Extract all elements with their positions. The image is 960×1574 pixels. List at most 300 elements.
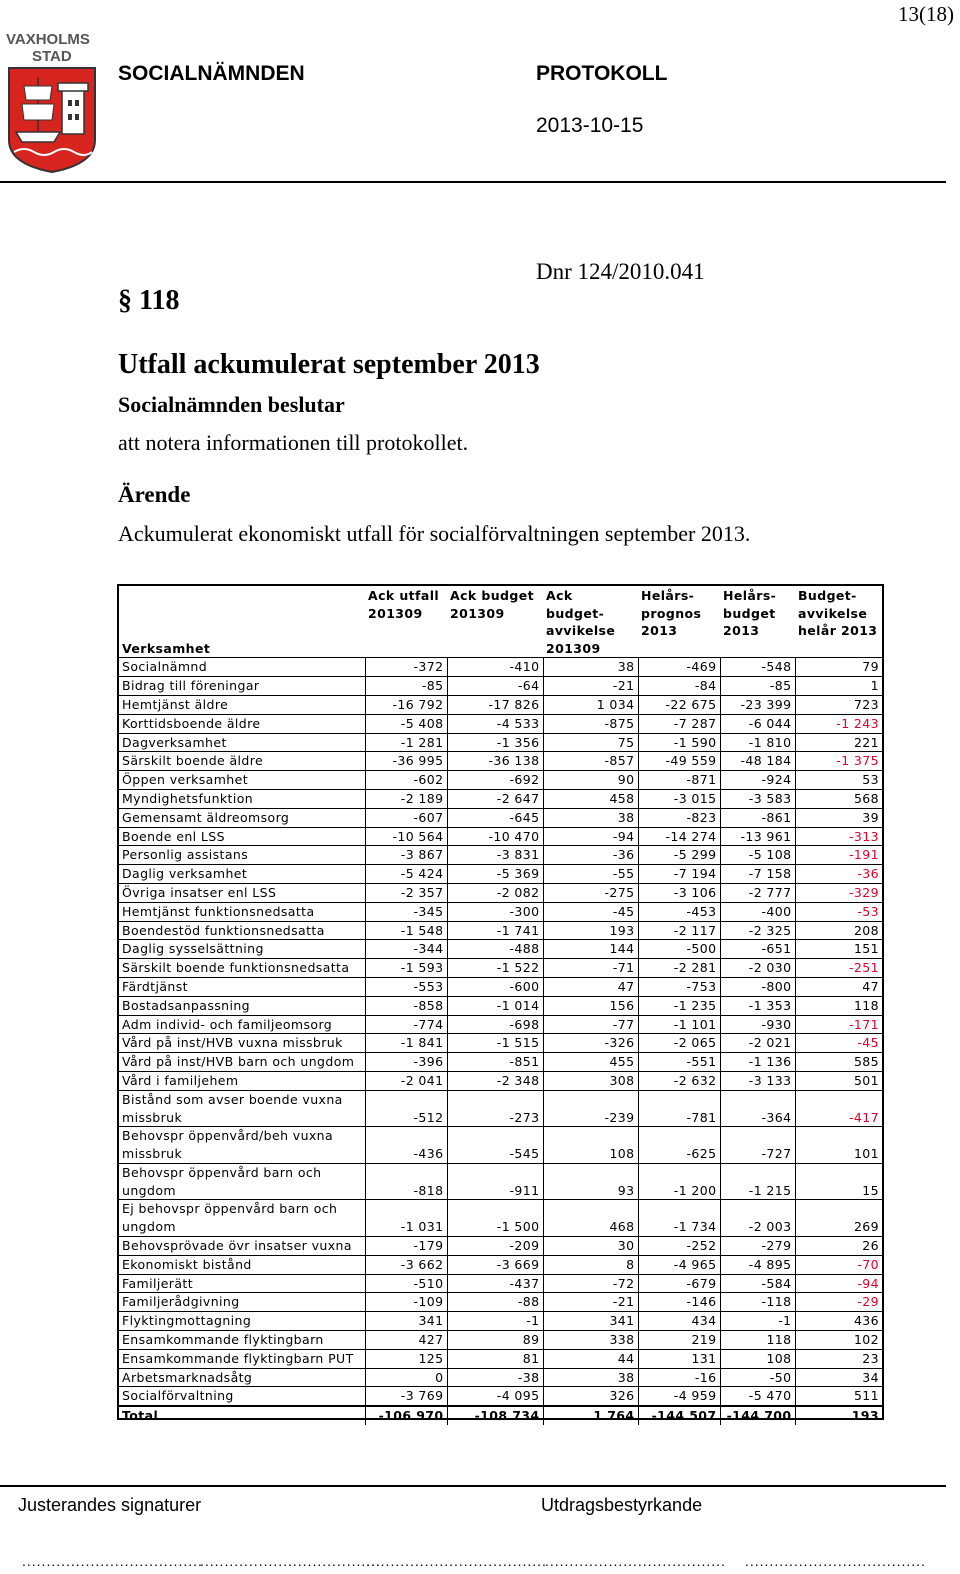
row-value: 458 [543,789,638,808]
row-value: 341 [543,1312,638,1331]
table-row [119,1387,882,1406]
row-value: -607 [365,808,447,827]
row-value: -2 348 [447,1071,543,1090]
table-row [119,865,882,884]
row-value: 434 [638,1312,720,1331]
row-value: -17 826 [447,695,543,714]
row-value: -64 [447,677,543,696]
row-value: 47 [543,977,638,996]
row-value: -85 [365,677,447,696]
row-value: 427 [365,1331,447,1350]
row-value: -7 287 [638,714,720,733]
table-row [119,1349,882,1368]
row-label: Socialnämnd [119,658,365,677]
column-header: Ack budget-avvikelse 201309 [546,588,616,656]
signature-line: ..................................... [200,1553,381,1569]
row-value: -144 700 [720,1406,795,1425]
arende-heading: Ärende [118,482,191,507]
table-row [119,1237,882,1256]
row-value: 341 [365,1312,447,1331]
table-row [119,658,882,677]
footer-divider [0,1485,946,1487]
row-value: -774 [365,1015,447,1034]
row-value: 338 [543,1331,638,1350]
document-type: PROTOKOLL [536,62,668,85]
row-value: 468 [543,1200,638,1237]
row-label: Adm individ- och familjeomsorg [119,1015,365,1034]
row-value: 568 [795,789,882,808]
row-value: -1 375 [795,752,882,771]
row-value: 47 [795,977,882,996]
row-value: -1 200 [638,1163,720,1200]
row-label: Personlig assistans [119,846,365,865]
row-value: -50 [720,1368,795,1387]
row-value: -209 [447,1237,543,1256]
row-value: 208 [795,921,882,940]
table-row [119,714,882,733]
row-value: -858 [365,996,447,1015]
table-row [119,1127,882,1164]
row-value: -36 [795,865,882,884]
row-value: -179 [365,1237,447,1256]
row-label: Dagverksamhet [119,733,365,752]
row-value: -1 353 [720,996,795,1015]
row-value: -1 356 [447,733,543,752]
row-value: -2 065 [638,1034,720,1053]
row-value: -5 299 [638,846,720,865]
certification-line: ..................................... [745,1553,926,1569]
row-value: 125 [365,1349,447,1368]
row-value: 38 [543,1368,638,1387]
row-value: -2 003 [720,1200,795,1237]
row-value: -1 810 [720,733,795,752]
row-label: Färdtjänst [119,977,365,996]
row-label: Ensamkommande flyktingbarn [119,1331,365,1350]
row-value: 26 [795,1237,882,1256]
row-value: -488 [447,940,543,959]
row-value: 308 [543,1071,638,1090]
budget-table [119,586,882,1425]
row-value: -36 [543,846,638,865]
row-value: -38 [447,1368,543,1387]
row-value: 511 [795,1387,882,1406]
table-row [119,1053,882,1072]
row-label: Öppen verksamhet [119,771,365,790]
table-row [119,1163,882,1200]
row-value: 0 [365,1368,447,1387]
row-value: -823 [638,808,720,827]
row-label: Hemtjänst funktionsnedsatta [119,902,365,921]
row-value: -3 662 [365,1255,447,1274]
header-divider [0,181,946,183]
diary-number: Dnr 124/2010.041 [536,259,705,284]
row-value: -2 357 [365,883,447,902]
row-value: -1 235 [638,996,720,1015]
row-value: 144 [543,940,638,959]
row-value: -2 281 [638,959,720,978]
row-value: 193 [543,921,638,940]
row-value: -3 669 [447,1255,543,1274]
row-value: -1 101 [638,1015,720,1034]
row-value: -857 [543,752,638,771]
table-row [119,1090,882,1127]
row-value: -329 [795,883,882,902]
row-value: -29 [795,1293,882,1312]
row-value: -1 734 [638,1200,720,1237]
row-value: 1 764 [543,1406,638,1425]
row-value: 193 [795,1406,882,1425]
signature-line: ..................................... [366,1553,547,1569]
row-value: -146 [638,1293,720,1312]
row-value: -45 [543,902,638,921]
row-value: -4 533 [447,714,543,733]
row-value: -5 424 [365,865,447,884]
row-value: -6 044 [720,714,795,733]
row-value: -118 [720,1293,795,1312]
table-row [119,1274,882,1293]
row-label: Övriga insatser enl LSS [119,883,365,902]
row-value: -584 [720,1274,795,1293]
table-row [119,1293,882,1312]
row-value: -36 995 [365,752,447,771]
row-value: -1 243 [795,714,882,733]
row-value: -5 369 [447,865,543,884]
row-value: -1 522 [447,959,543,978]
row-value: -2 325 [720,921,795,940]
row-value: -2 082 [447,883,543,902]
row-value: -275 [543,883,638,902]
row-value: -364 [720,1090,795,1127]
row-value: -109 [365,1293,447,1312]
row-value: -3 106 [638,883,720,902]
row-value: -3 867 [365,846,447,865]
row-value: -871 [638,771,720,790]
row-value: -651 [720,940,795,959]
row-value: -924 [720,771,795,790]
arende-text: Ackumulerat ekonomiskt utfall för socialförvaltningen september 2013. [118,521,751,546]
row-value: 15 [795,1163,882,1200]
row-value: 23 [795,1349,882,1368]
row-value: 118 [720,1331,795,1350]
decision-text: att notera informationen till protokollet. [118,430,469,455]
row-value: -551 [638,1053,720,1072]
column-header: Helårs-prognos 2013 [641,588,702,639]
column-header-verksamhet: Verksamhet [122,640,211,656]
row-value: -10 564 [365,827,447,846]
row-value: -2 117 [638,921,720,940]
row-value: -453 [638,902,720,921]
row-label: Bostadsanpassning [119,996,365,1015]
row-value: -410 [447,658,543,677]
row-value: -1 014 [447,996,543,1015]
table-row [119,902,882,921]
row-value: -417 [795,1090,882,1127]
row-value: -239 [543,1090,638,1127]
row-label: Myndighetsfunktion [119,789,365,808]
signature-line: ..................................... [22,1553,203,1569]
row-value: 90 [543,771,638,790]
table-row [119,846,882,865]
row-value: -326 [543,1034,638,1053]
signatures-label: Justerandes signaturer [18,1495,202,1515]
row-value: 34 [795,1368,882,1387]
row-value: -679 [638,1274,720,1293]
document-date: 2013-10-15 [536,114,644,137]
row-value: -1 [447,1312,543,1331]
row-value: 44 [543,1349,638,1368]
table-row [119,921,882,940]
table-row [119,959,882,978]
row-label: Socialförvaltning [119,1387,365,1406]
table-row [119,1071,882,1090]
row-value: -5 108 [720,846,795,865]
row-label: Boende enl LSS [119,827,365,846]
table-row [119,1200,882,1237]
table-row [119,771,882,790]
row-value: 455 [543,1053,638,1072]
row-value: -1 [720,1312,795,1331]
row-value: -645 [447,808,543,827]
row-value: 8 [543,1255,638,1274]
row-value: -800 [720,977,795,996]
row-value: -1 741 [447,921,543,940]
page-number: 13(18) [898,2,954,26]
row-value: -22 675 [638,695,720,714]
row-value: -300 [447,902,543,921]
column-header: Ack budget 201309 [450,588,534,621]
row-value: -94 [795,1274,882,1293]
paragraph-number: § 118 [118,285,180,316]
row-label: Familjerätt [119,1274,365,1293]
row-label: Bidrag till föreningar [119,677,365,696]
row-value: -1 031 [365,1200,447,1237]
row-value: -851 [447,1053,543,1072]
row-value: -10 470 [447,827,543,846]
table-row [119,1368,882,1387]
row-value: -400 [720,902,795,921]
row-value: -1 515 [447,1034,543,1053]
table-row [119,883,882,902]
row-value: -48 184 [720,752,795,771]
row-value: -7 158 [720,865,795,884]
row-value: 93 [543,1163,638,1200]
row-value: -1 593 [365,959,447,978]
row-value: -71 [543,959,638,978]
table-row [119,695,882,714]
table-row [119,677,882,696]
table-header-row [119,586,882,658]
row-value: -861 [720,808,795,827]
row-value: -4 959 [638,1387,720,1406]
row-label: Boendestöd funktionsnedsatta [119,921,365,940]
row-value: -279 [720,1237,795,1256]
row-label: Ensamkommande flyktingbarn PUT [119,1349,365,1368]
row-label: Bistånd som avser boende vuxna missbruk [119,1090,365,1127]
section-title: Utfall ackumulerat september 2013 [118,349,540,380]
org-name: SOCIALNÄMNDEN [118,62,305,85]
row-value: -21 [543,1293,638,1312]
row-value: -4 965 [638,1255,720,1274]
row-label: Ej behovspr öppenvård barn och ungdom [119,1200,365,1237]
row-value: -23 399 [720,695,795,714]
column-header: Budget-avvikelse helår 2013 [798,588,878,639]
row-value: -45 [795,1034,882,1053]
row-value: 108 [720,1349,795,1368]
row-value: 79 [795,658,882,677]
row-value: -625 [638,1127,720,1164]
row-label: Arbetsmarknadsåtg [119,1368,365,1387]
table-body [119,658,882,1425]
row-value: -698 [447,1015,543,1034]
row-value: 501 [795,1071,882,1090]
row-value: -1 841 [365,1034,447,1053]
row-value: 89 [447,1331,543,1350]
row-value: 151 [795,940,882,959]
row-value: -5 408 [365,714,447,733]
row-value: -548 [720,658,795,677]
row-value: -1 281 [365,733,447,752]
row-value: -3 583 [720,789,795,808]
row-label: Behovspr öppenvård barn och ungdom [119,1163,365,1200]
decision-heading: Socialnämnden beslutar [118,392,345,417]
row-value: -602 [365,771,447,790]
row-value: 118 [795,996,882,1015]
row-value: -313 [795,827,882,846]
row-value: -88 [447,1293,543,1312]
row-value: -372 [365,658,447,677]
row-value: -53 [795,902,882,921]
row-value: -85 [720,677,795,696]
row-value: 219 [638,1331,720,1350]
row-value: -344 [365,940,447,959]
row-value: -2 777 [720,883,795,902]
row-label: Flyktingmottagning [119,1312,365,1331]
row-value: 221 [795,733,882,752]
row-value: -2 647 [447,789,543,808]
row-value: -4 095 [447,1387,543,1406]
row-value: -3 015 [638,789,720,808]
row-value: -55 [543,865,638,884]
row-value: -500 [638,940,720,959]
row-value: -727 [720,1127,795,1164]
row-value: -3 133 [720,1071,795,1090]
row-value: -1 500 [447,1200,543,1237]
row-label: Behovspr öppenvård/beh vuxna missbruk [119,1127,365,1164]
row-value: 156 [543,996,638,1015]
table-row [119,752,882,771]
row-value: -545 [447,1127,543,1164]
row-value: -510 [365,1274,447,1293]
row-value: -781 [638,1090,720,1127]
table-row [119,996,882,1015]
row-value: -72 [543,1274,638,1293]
table-row [119,1331,882,1350]
row-value: -345 [365,902,447,921]
row-value: 39 [795,808,882,827]
row-value: -21 [543,677,638,696]
table-row [119,1034,882,1053]
table-row [119,733,882,752]
row-label: Hemtjänst äldre [119,695,365,714]
row-value: -2 189 [365,789,447,808]
row-value: -1 215 [720,1163,795,1200]
row-value: 1 034 [543,695,638,714]
row-value: -553 [365,977,447,996]
row-value: -77 [543,1015,638,1034]
row-value: 131 [638,1349,720,1368]
certification-label: Utdragsbestyrkande [541,1495,703,1515]
row-value: -108 734 [447,1406,543,1425]
row-value: -252 [638,1237,720,1256]
row-value: -16 [638,1368,720,1387]
row-label: Särskilt boende funktionsnedsatta [119,959,365,978]
row-value: -106 970 [365,1406,447,1425]
table-row [119,808,882,827]
row-value: -5 470 [720,1387,795,1406]
row-value: 326 [543,1387,638,1406]
row-value: -1 548 [365,921,447,940]
table-row [119,1255,882,1274]
row-value: -818 [365,1163,447,1200]
column-header: Helårs-budget 2013 [723,588,777,639]
row-value: -692 [447,771,543,790]
row-value: 75 [543,733,638,752]
row-label: Vård i familjehem [119,1071,365,1090]
certification-line: ..................................... [545,1553,726,1569]
row-value: 108 [543,1127,638,1164]
row-value: 1 [795,677,882,696]
row-value: -512 [365,1090,447,1127]
row-value: -2 632 [638,1071,720,1090]
budget-table-frame [117,584,884,1424]
row-value: -4 895 [720,1255,795,1274]
table-row [119,1015,882,1034]
row-value: 38 [543,808,638,827]
row-label: Gemensamt äldreomsorg [119,808,365,827]
row-value: -2 041 [365,1071,447,1090]
row-value: 38 [543,658,638,677]
table-total-row [119,1406,882,1425]
row-value: -437 [447,1274,543,1293]
row-value: -3 769 [365,1387,447,1406]
row-label: Vård på inst/HVB vuxna missbruk [119,1034,365,1053]
table-row [119,789,882,808]
row-value: -49 559 [638,752,720,771]
row-value: -469 [638,658,720,677]
row-value: -396 [365,1053,447,1072]
row-value: 53 [795,771,882,790]
row-label: Behovsprövade övr insatser vuxna [119,1237,365,1256]
row-value: 101 [795,1127,882,1164]
row-value: -875 [543,714,638,733]
row-value: 436 [795,1312,882,1331]
row-value: 102 [795,1331,882,1350]
row-value: 585 [795,1053,882,1072]
row-value: -600 [447,977,543,996]
row-value: -930 [720,1015,795,1034]
row-value: -171 [795,1015,882,1034]
row-value: -14 274 [638,827,720,846]
column-header: Ack utfall 201309 [368,588,440,621]
row-label: Familjerådgivning [119,1293,365,1312]
row-label: Vård på inst/HVB barn och ungdom [119,1053,365,1072]
table-row [119,827,882,846]
row-value: -1 136 [720,1053,795,1072]
table-row [119,940,882,959]
row-value: -1 590 [638,733,720,752]
row-label: Total [119,1406,365,1425]
table-row [119,1312,882,1331]
